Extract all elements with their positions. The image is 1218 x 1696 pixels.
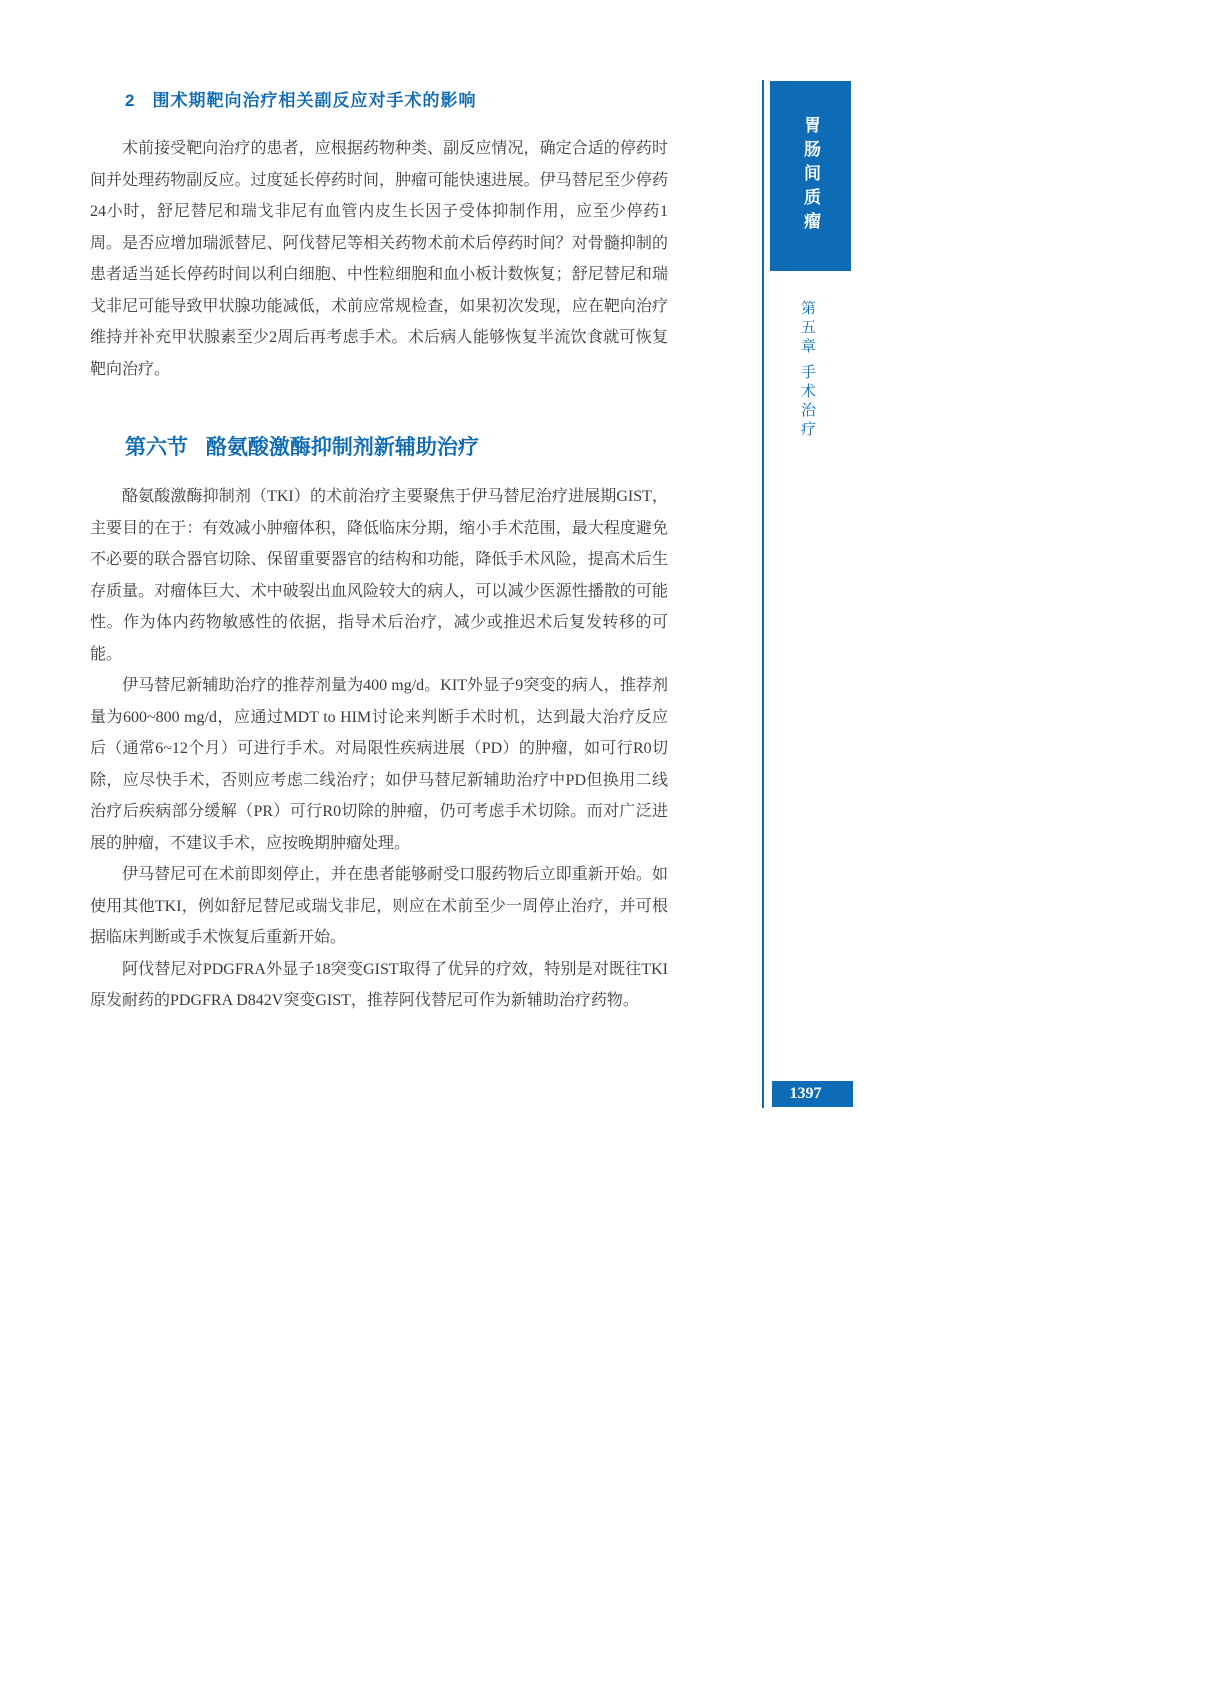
subsection-heading [125, 86, 668, 111]
paragraph-tki-neoadjuvant-goals: 酪氨酸激酶抑制剂（TKI）的术前治疗主要聚焦于伊马替尼治疗进展期GIST，主要目的在于：有效减小肿瘤体积，降低临床分期，缩小手术范围，最大程度避免不必要的联合器官切除、保留重要器官的结构和功能，降低手术风险，提高术后生存质量。对瘤体巨大、术中破裂出血风险较大的病人，可以减少医源性播散的可能性。作为体内药物敏感性的依据，指导术后治疗，减少或推迟术后复发转移的可能。 [90, 488, 668, 663]
book-title-tab [770, 81, 851, 271]
page-number-badge: 1397 [772, 1081, 853, 1107]
book-title-vertical-text: 胃肠间质瘤 [801, 116, 820, 236]
section-title: 酪氨酸激酶抑制剂新辅助治疗 [205, 436, 479, 459]
paragraph-avapritinib: 阿伐替尼对PDGFRA外显子18突变GIST取得了优异的疗效，特别是对既往TKI原发耐药的PDGFRA D842V突变GIST，推荐阿伐替尼可作为新辅助治疗药物。 [90, 960, 668, 1009]
section-heading [125, 431, 668, 461]
subsection-number: 2 [125, 91, 136, 110]
subsection-title: 围术期靶向治疗相关副反应对手术的影响 [152, 91, 477, 110]
sidebar-divider-line [762, 80, 764, 1108]
main-text-column [90, 86, 668, 1017]
chapter-number-vertical-text: 第五章 [799, 300, 815, 357]
paragraph-imatinib-dose: 伊马替尼新辅助治疗的推荐剂量为400 mg/d。KIT外显子9突变的病人，推荐剂量为600~800 mg/d，应通过MDT to HIM讨论来判断手术时机，达到最大治疗反应后（通常6~12个月）可进行手术。对局限性疾病进展（PD）的肿瘤，如可行R0切除，应尽快手术，否则应考虑二线治疗；如伊马替尼新辅助治疗中PD但换用二线治疗后疾病部分缓解（PR）可行R0切除的肿瘤，仍可考虑手术切除。而对广泛进展的肿瘤，不建议手术，应按晚期肿瘤处理。 [90, 677, 668, 852]
chapter-title-vertical-text: 手术治疗 [799, 364, 815, 440]
section-label: 第六节 [125, 436, 188, 459]
paragraph-imatinib-stop-restart: 伊马替尼可在术前即刻停止，并在患者能够耐受口服药物后立即重新开始。如使用其他TKI，例如舒尼替尼或瑞戈非尼，则应在术前至少一周停止治疗，并可根据临床判断或手术恢复后重新开始。 [90, 866, 668, 946]
paragraph-perioperative-side-effects: 术前接受靶向治疗的患者，应根据药物种类、副反应情况，确定合适的停药时间并处理药物副反应。过度延长停药时间，肿瘤可能快速进展。伊马替尼至少停药24小时，舒尼替尼和瑞戈非尼有血管内皮生长因子受体抑制作用，应至少停药1周。是否应增加瑞派替尼、阿伐替尼等相关药物术前术后停药时间？对骨髓抑制的患者适当延长停药时间以利白细胞、中性粒细胞和血小板计数恢复；舒尼替尼和瑞戈非尼可能导致甲状腺功能减低，术前应常规检查，如果初次发现，应在靶向治疗维持并补充甲状腺素至少2周后再考虑手术。术后病人能够恢复半流饮食就可恢复靶向治疗。 [90, 140, 668, 378]
